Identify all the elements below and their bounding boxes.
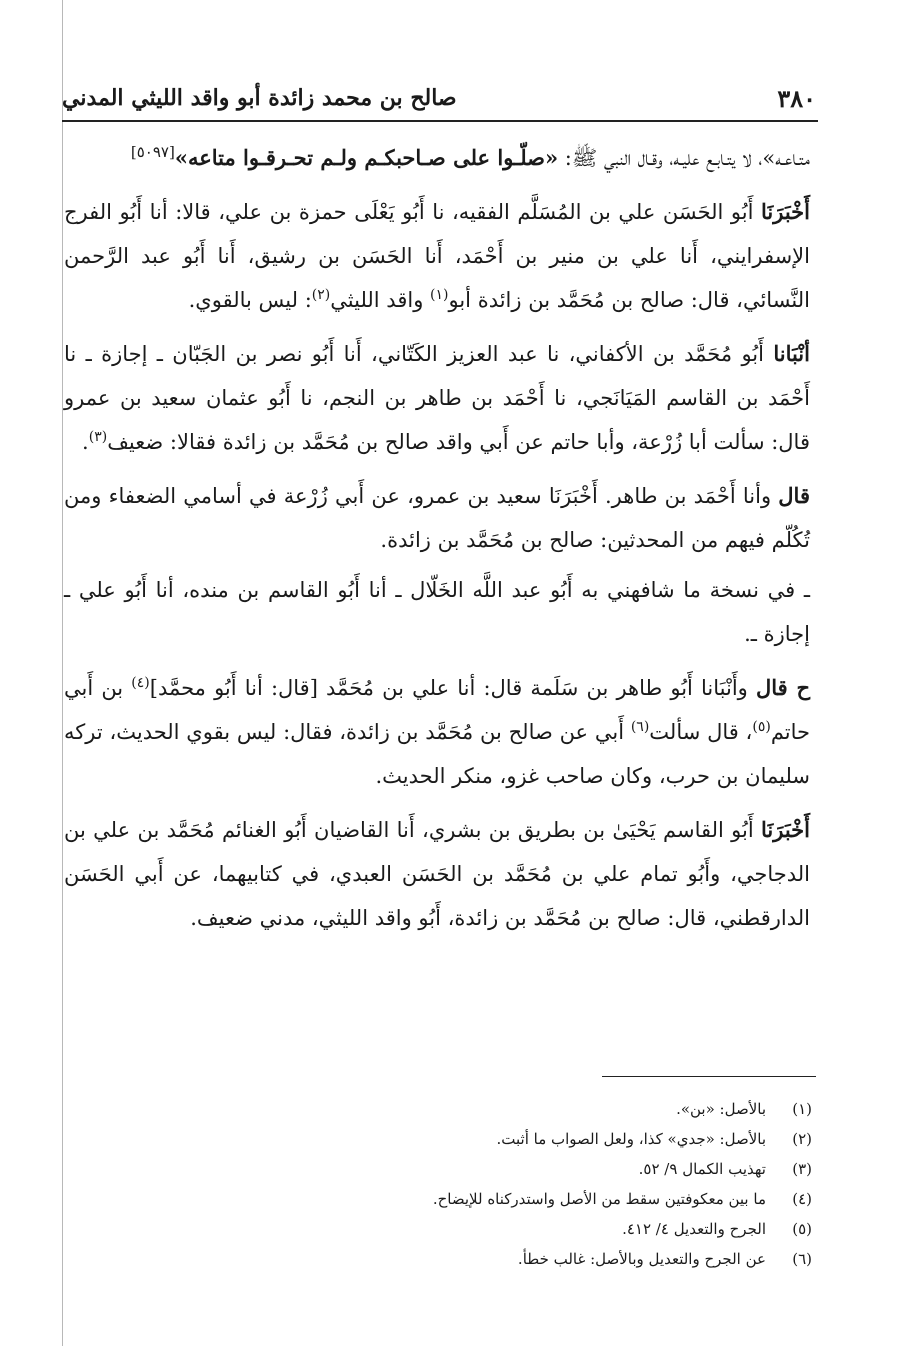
paragraph-6-text-a: وأَنْبَانا أَبُو طاهر بن سَلَمة قال: أنا علي بن مُحَمَّد [قال: أنا أَبُو محمَّد] bbox=[149, 676, 756, 700]
main-text bbox=[64, 136, 810, 950]
paragraph-3-text-b: . bbox=[82, 430, 89, 454]
footnote-ref-2: (٢) bbox=[311, 287, 331, 303]
running-header bbox=[62, 78, 816, 118]
page-number: ٣٨٠ bbox=[777, 83, 816, 113]
footnote-number: (٥) bbox=[792, 1220, 812, 1238]
footnote-item bbox=[250, 1094, 812, 1124]
paragraph-3-lead: أنْبَانا bbox=[773, 341, 810, 366]
footnote-item bbox=[250, 1124, 812, 1154]
footnote-text: ما بين معكوفتين سقط من الأصل واستدركناه للإيضاح. bbox=[432, 1190, 766, 1208]
paragraph-2-lead: أَخْبَرَنَا bbox=[761, 199, 810, 224]
hadith-ref-number: [٥٠٩٧] bbox=[130, 143, 175, 161]
paragraph-2-text-a: أَبُو الحَسَن علي بن المُسَلَّم الفقيه، نا أَبُو يَعْلَى حمزة بن علي، قالا: أنا أَبُو الفرج الإسفرايني، أَنا علي بن منير بن أَحْمَد، أَنا الحَسَن بن رشيق، أَنا أَبُو عبد الرَّحمن النَّسائي، قال: صالح بن مُحَمَّد بن زائدة أبو bbox=[64, 200, 810, 312]
paragraph-7 bbox=[64, 808, 810, 940]
footnote-ref-3: (٣) bbox=[88, 429, 108, 445]
footnote-text: بالأصل: «بن». bbox=[676, 1100, 766, 1118]
paragraph-5 bbox=[64, 568, 810, 656]
footnote-ref-5: (٥) bbox=[752, 719, 771, 735]
footnote-number: (٣) bbox=[792, 1160, 812, 1178]
footnotes bbox=[250, 1094, 812, 1274]
footnote-text: بالأصل: «جدي» كذا، ولعل الصواب ما أثبت. bbox=[496, 1130, 766, 1148]
paragraph-6 bbox=[64, 666, 810, 798]
hadith-quote: «صلّـوا على صـاحبكـم ولـم تحـرقـوا متاعه» bbox=[174, 145, 559, 170]
footnote-item bbox=[250, 1154, 812, 1184]
footnote-ref-1: (١) bbox=[430, 287, 449, 303]
footnote-rule bbox=[602, 1076, 816, 1077]
paragraph-5-text: ـ في نسخة ما شافهني به أَبُو عبد اللَّه الخَلّال ـ أنا أَبُو القاسم بن منده، أنا أَبُو علي ـ إجازة ـ. bbox=[64, 578, 810, 646]
running-title: صالح بن محمد زائدة أبو واقد الليثي المدني bbox=[62, 85, 457, 111]
header-rule bbox=[62, 120, 818, 122]
footnote-text: الجرح والتعديل ٤/ ٤١٢. bbox=[622, 1220, 766, 1238]
footnote-number: (٦) bbox=[792, 1250, 812, 1268]
paragraph-6-text-c: ، قال سألت bbox=[649, 720, 753, 744]
page-edge-line bbox=[62, 0, 63, 1346]
paragraph-6-lead: ح قال bbox=[755, 675, 810, 700]
paragraph-1 bbox=[64, 136, 810, 180]
paragraph-2-text-b: واقد الليثي bbox=[330, 288, 431, 312]
paragraph-1-text: متـاعـه»، لا يتـابـع عليـه، وقـال النبي ﷺ: bbox=[558, 146, 810, 170]
footnote-number: (٤) bbox=[792, 1190, 812, 1208]
paragraph-7-lead: أَخْبَرَنَا bbox=[761, 817, 810, 842]
footnote-number: (٢) bbox=[792, 1130, 812, 1148]
paragraph-3 bbox=[64, 332, 810, 464]
footnote-number: (١) bbox=[792, 1100, 812, 1118]
footnote-text: تهذيب الكمال ٩/ ٥٢. bbox=[638, 1160, 766, 1178]
footnote-item bbox=[250, 1184, 812, 1214]
paragraph-2 bbox=[64, 190, 810, 322]
paragraph-4 bbox=[64, 474, 810, 562]
paragraph-3-text-a: أَبُو مُحَمَّد بن الأكفاني، نا عبد العزيز الكَتّاني، أَنا أَبُو نصر بن الجَبّان ـ إجازة ـ نا أَحْمَد بن القاسم المَيَانَجي، نا أَحْمَد بن طاهر بن النجم، نا أَبُو عثمان سعيد بن عمرو قال: سألت أبا زُرْعة، وأبا حاتم عن أَبي واقد صالح بن مُحَمَّد بن زائدة فقالا: ضعيف bbox=[64, 342, 810, 454]
footnote-item bbox=[250, 1244, 812, 1274]
paragraph-7-text: أَبُو القاسم يَحْيَىٰ بن بطريق بن بشري، أَنا القاضيان أَبُو الغنائم مُحَمَّد بن علي بن الدجاجي، وأَبُو تمام علي بن مُحَمَّد بن الحَسَن العبدي، في كتابيهما، عن أَبي الحَسَن الدارقطني، قال: صالح بن مُحَمَّد بن زائدة، أَبُو واقد الليثي، مدني ضعيف. bbox=[64, 818, 810, 930]
footnote-item bbox=[250, 1214, 812, 1244]
paragraph-6-text-d: أَبي عن صالح بن مُحَمَّد بن زائدة، فقال: ليس بقوي الحديث، تركه سليمان بن حرب، وكان صاحب غزو، منكر الحديث. bbox=[64, 720, 810, 788]
footnote-text: عن الجرح والتعديل وبالأصل: غالب خطأ. bbox=[517, 1250, 766, 1268]
paragraph-2-text-c: : ليس بالقوي. bbox=[188, 288, 312, 312]
footnote-ref-6: (٦) bbox=[630, 719, 650, 735]
paragraph-4-text: وأنا أَحْمَد بن طاهر. أَخْبَرَنَا سعيد بن عمرو، عن أَبي زُرْعة في أسامي الضعفاء ومن تُكُلّم فيهم من المحدثين: صالح بن مُحَمَّد بن زائدة. bbox=[64, 484, 810, 552]
paragraph-4-lead: قال bbox=[778, 483, 810, 508]
footnote-ref-4: (٤) bbox=[131, 675, 150, 691]
paragraph-6-text-b: بن أَبي حاتم bbox=[64, 676, 811, 744]
